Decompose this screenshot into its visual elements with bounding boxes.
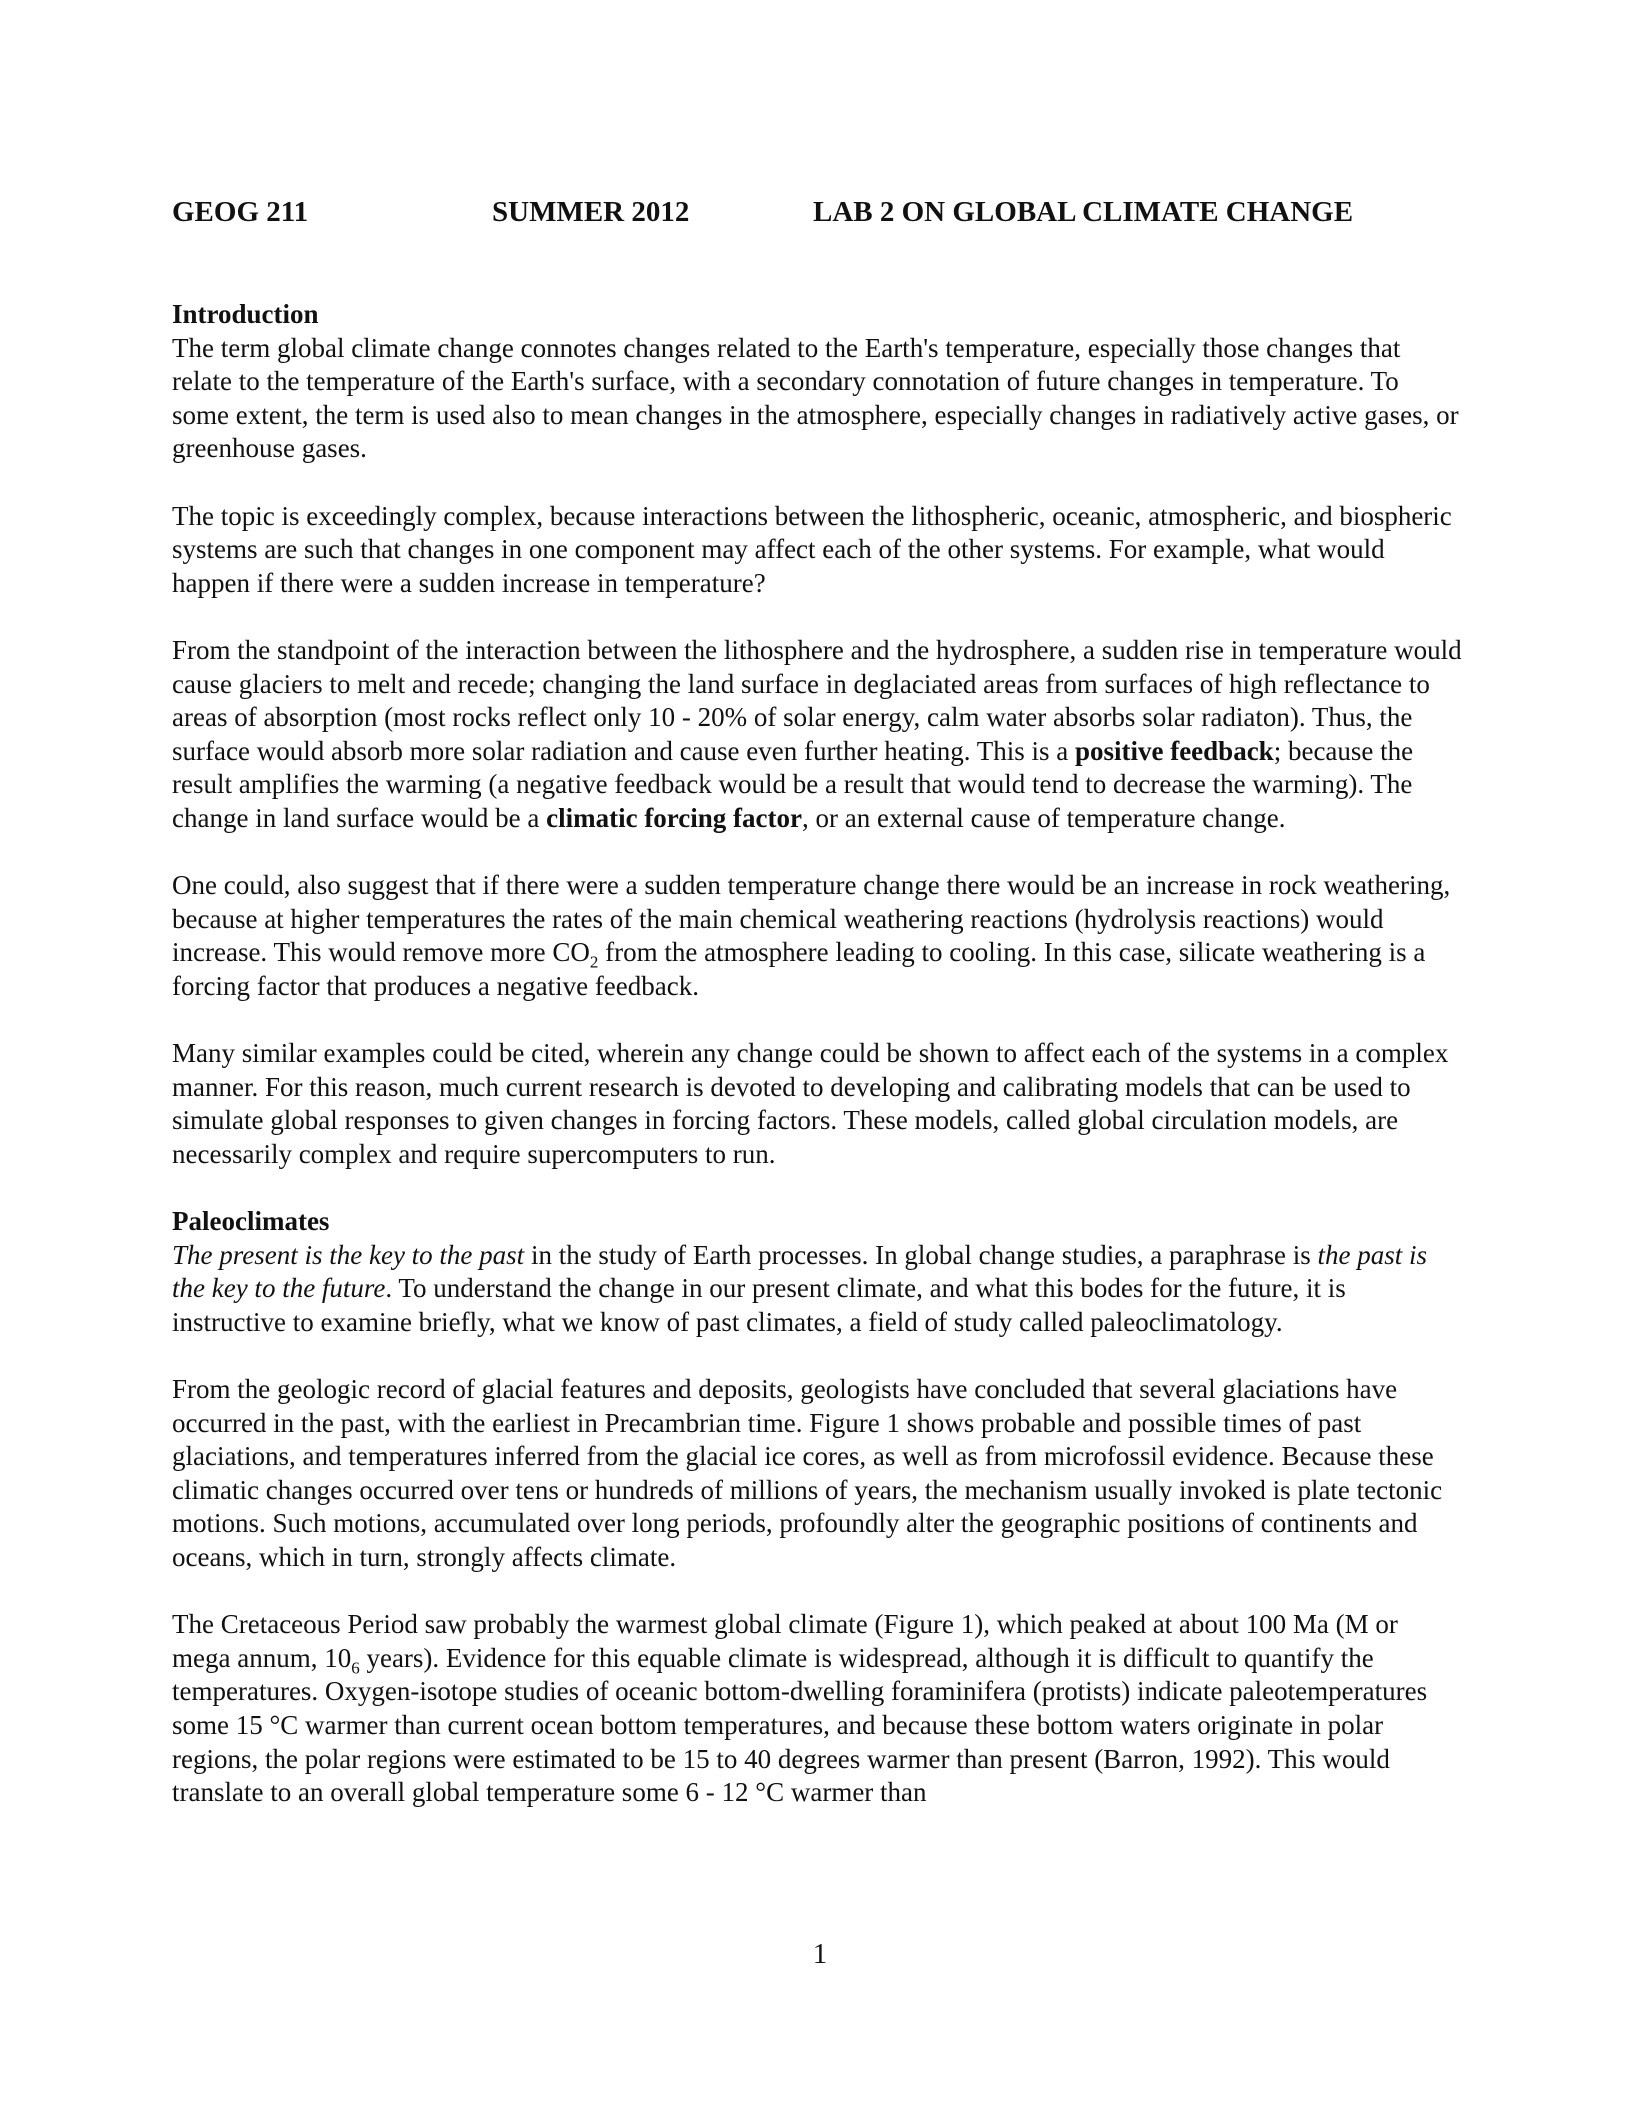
- paleo-paragraph-3: [172, 1608, 1462, 1810]
- paleo-p3-text-a: The Cretaceous Period saw probably the warmest global climate (Figure 1), which peaked at about 100 Ma (M or mega annum, 10: [172, 1609, 1398, 1673]
- document-body: [172, 298, 1462, 1810]
- positive-feedback-term: positive feedback: [1074, 735, 1274, 766]
- paleo-p1-text-b: . To understand the change in our present climate, and what this bodes for the future, it is instructive to examine briefly, what we know of past climates, a field of study called paleoclimatology.: [172, 1273, 1346, 1337]
- paleo-p1-text-a: in the study of Earth processes. In global change studies, a paraphrase is: [524, 1239, 1318, 1270]
- intro-paragraph-2: The topic is exceedingly complex, because interactions between the lithospheric, oceanic, atmospheric, and biospheric systems are such that changes in one component may affect each of the other systems. For example, what would happen if there were a sudden increase in temperature?: [172, 500, 1452, 598]
- climatic-forcing-term: climatic forcing factor: [546, 802, 803, 833]
- intro-paragraph-1: The term global climate change connotes changes related to the Earth's temperature, especially those changes that relate to the temperature of the Earth's surface, with a secondary connotation of future changes in temperature. To some extent, the term is used also to mean changes in the atmosphere, especially changes in radiatively active gases, or greenhouse gases.: [172, 332, 1459, 464]
- past-key-phrase: the past is the key to the future: [172, 1239, 1427, 1304]
- term-label: SUMMER 2012: [492, 196, 690, 228]
- p4-text-a: One could, also suggest that if there were a sudden temperature change there would be an increase in rock weathering, because at higher temperatures the rates of the main chemical weathering reactions (hydrolysis reactions) would increase. This would remove more CO: [172, 870, 1451, 968]
- exponent-subscript: 6: [351, 1658, 360, 1678]
- paleo-paragraph-2: From the geologic record of glacial features and deposits, geologists have concluded that several glaciations have occurred in the past, with the earliest in Precambrian time. Figure 1 shows probable and possible times of past glaciations, and temperatures inferred from the glacial ice cores, as well as from microfossil evidence. Because these climatic changes occurred over tens or hundreds of millions of years, the mechanism usually invoked is plate tectonic motions. Such motions, accumulated over long periods, profoundly alter the geographic positions of continents and oceans, which in turn, strongly affects climate.: [172, 1374, 1443, 1572]
- p3-text-c: , or an external cause of temperature change.: [802, 802, 1286, 833]
- introduction-heading: Introduction: [172, 299, 319, 329]
- present-key-phrase: The present is the key to the past: [172, 1239, 525, 1270]
- paleo-p3-text-b: years). Evidence for this equable climate is widespread, although it is difficult to quantify the temperatures. Oxygen-isotope studies of oceanic bottom-dwelling foraminifera (protists) indicate paleotemperatures some 15 °C warmer than current ocean bottom temperatures, and because these bottom waters originate in polar regions, the polar regions were estimated to be 15 to 40 degrees warmer than present (Barron, 1992). This would translate to an overall global temperature some 6 - 12 °C warmer than: [172, 1642, 1428, 1808]
- lab-title: LAB 2 ON GLOBAL CLIMATE CHANGE: [813, 196, 1354, 228]
- paleoclimates-heading: Paleoclimates: [172, 1206, 330, 1237]
- document-header: [172, 192, 1472, 232]
- co2-subscript: 2: [589, 952, 599, 972]
- page-number: 1: [812, 1938, 828, 1970]
- intro-paragraph-4: [172, 869, 1462, 1003]
- course-code: GEOG 211: [172, 196, 309, 228]
- intro-paragraph-3: [172, 634, 1462, 836]
- p3-text-a: From the standpoint of the interaction between the lithosphere and the hydrosphere, a sudden rise in temperature would cause glaciers to melt and recede; changing the land surface in deglaciated areas from surfaces of high reflectance to areas of absorption (most rocks reflect only 10 - 20% of solar energy, calm water absorbs solar radiaton). Thus, the surface would absorb more solar radiation and cause even further heating. This is a: [172, 634, 1462, 766]
- intro-paragraph-5: Many similar examples could be cited, wherein any change could be shown to affect each of the systems in a complex manner. For this reason, much current research is devoted to developing and calibrating models that can be used to simulate global responses to given changes in forcing factors. These models, called global circulation models, are necessarily complex and require supercomputers to run.: [172, 1038, 1449, 1169]
- p4-text-b: from the atmosphere leading to cooling. In this case, silicate weathering is a forcing factor that produces a negative feedback.: [172, 937, 1426, 1001]
- p3-text-b: ; because the result amplifies the warming (a negative feedback would be a result that would tend to decrease the warming). The change in land surface would be a: [172, 735, 1414, 833]
- paleo-paragraph-1: [172, 1239, 1462, 1340]
